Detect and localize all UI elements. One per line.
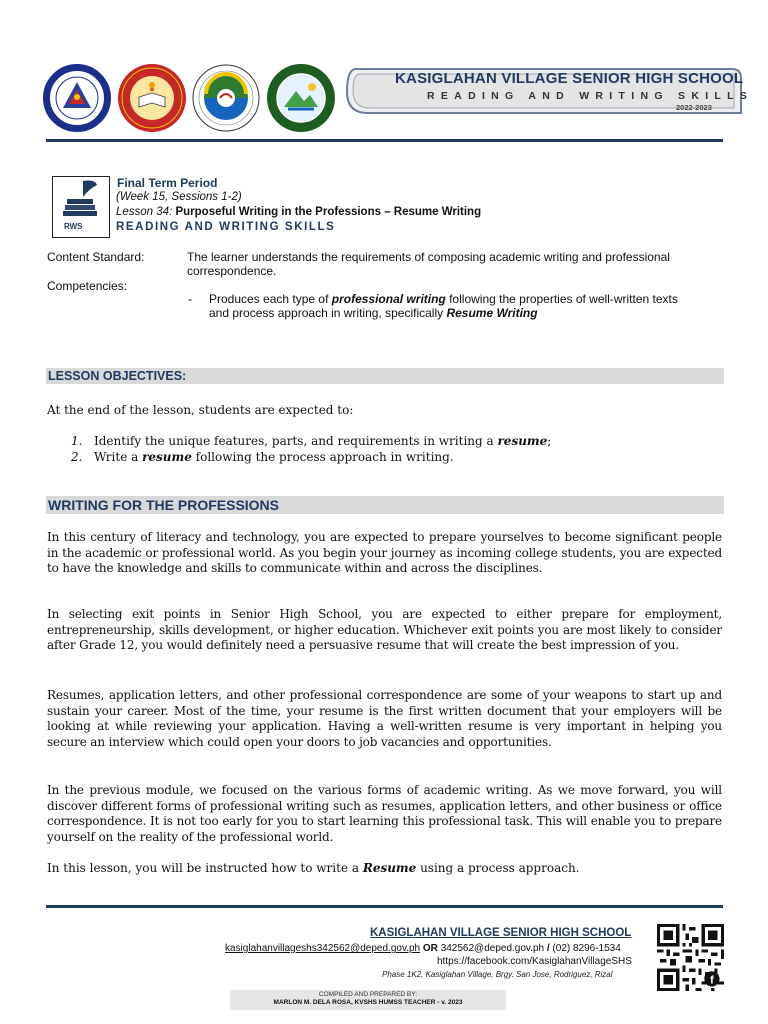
objective-text: following the process approach in writing. — [191, 450, 454, 464]
school-year: 2022-2023 — [676, 103, 712, 112]
rizal-division-seal-icon — [192, 64, 260, 132]
footer-email2: 342562@deped.gov.ph — [440, 943, 545, 954]
compiled-label: COMPILED AND PREPARED BY: — [318, 991, 418, 998]
content-standard-label: Content Standard: — [47, 250, 145, 264]
qr-code-icon — [657, 924, 724, 991]
footer-address: Phase 1K2, Kasiglahan Village, Brgy. San Jose, Rodriguez, Rizal — [382, 970, 613, 979]
writing-heading: WRITING FOR THE PROFESSIONS — [48, 497, 280, 513]
objective-emphasis: resume — [497, 434, 548, 448]
objective-emphasis: resume — [142, 450, 192, 464]
footer-facebook-link[interactable]: https://facebook.com/KasiglahanVillageSHS — [437, 956, 632, 967]
footer-email-link[interactable]: kasiglahanvillageshs342562@deped.gov.ph — [225, 943, 421, 954]
lesson-number: Lesson 34: — [116, 206, 176, 218]
kvshs-seal-icon — [266, 63, 336, 133]
footer-contact — [225, 943, 621, 954]
footer-school-name: KASIGLAHAN VILLAGE SENIOR HIGH SCHOOL — [370, 927, 632, 939]
teacher-credit: MARLON M. DELA ROSA, KVSHS HUMSS TEACHER - v. 2023 — [273, 999, 463, 1006]
deped-calabarzon-seal-icon — [117, 63, 187, 133]
subject-title: READING AND WRITING SKILLS — [116, 221, 336, 233]
footer-phone: (02) 8296-1534 — [552, 943, 621, 954]
objectives-heading-bar — [46, 368, 724, 384]
competency-emphasis: Resume Writing — [446, 306, 538, 320]
competency-part: and process approach in writing, specifically — [209, 306, 447, 320]
svg-text:f: f — [709, 974, 714, 987]
footer-divider — [46, 905, 723, 908]
objective-number: 1. — [71, 434, 83, 448]
closing-paragraph — [47, 861, 580, 875]
footer-slash: / — [544, 943, 553, 954]
objective-text: Identify the unique features, parts, and requirements in writing a — [94, 434, 498, 448]
paragraph: In this century of literacy and technology, you are expected to prepare yourselves to become significant people in the academic or professional world. As you begin your journey as incoming college students, you are expected to have the knowledge and skills to communicate within and across the disciplines. — [47, 530, 722, 576]
lesson-title: Purposeful Writing in the Professions – Resume Writing — [175, 206, 482, 218]
closing-emphasis: Resume — [362, 861, 417, 875]
objective-text: ; — [547, 434, 552, 448]
paragraph: In the previous module, we focused on the various forms of academic writing. As we move forward, you will discover different forms of professional writing such as resumes, application letters, and other business or office correspondence. It is not too early for you to start learning this professional task. This will enable you to prepare yourself on the reality of the professional world. — [47, 783, 722, 844]
objective-item — [94, 434, 551, 448]
objective-item — [94, 450, 454, 464]
header-divider — [46, 139, 723, 142]
lesson-title-line — [116, 206, 481, 218]
objectives-heading: LESSON OBJECTIVES: — [48, 369, 187, 383]
competency-emphasis: professional writing — [331, 292, 446, 306]
paragraph: In selecting exit points in Senior High School, you are expected to either prepare for employment, entrepreneurship, skills development, or higher education. Whichever exit points you are most likely to consider after Grade 12, you would definitely need a persuasive resume that will create the best impression of you. — [47, 607, 722, 653]
deped-seal-icon — [43, 64, 111, 132]
week-sessions: (Week 15, Sessions 1-2) — [116, 191, 242, 203]
objectives-intro: At the end of the lesson, students are expected to: — [47, 403, 354, 417]
closing-text: using a process approach. — [416, 861, 580, 875]
writing-heading-bar — [46, 496, 724, 514]
objective-number: 2. — [71, 450, 83, 464]
competency-text — [209, 292, 729, 320]
subject-subtitle: READING AND WRITING SKILLS — [427, 90, 754, 102]
paragraph: Resumes, application letters, and other professional correspondence are some of your weapons to start up and sustain your career. Most of the time, your resume is the first written document that your employers will be looking at while reviewing your application. Having a well-written resume is very important in helping you secure an interview which could open your doors to job vacancies and opportunities. — [47, 688, 722, 749]
content-standard-text: The learner understands the requirements of composing academic writing and professional correspondence. — [187, 250, 670, 278]
final-term-label: Final Term Period — [117, 176, 218, 190]
footer-or: OR — [420, 943, 441, 954]
competency-part: Produces each type of — [209, 292, 332, 306]
competency-bullet: - — [188, 292, 192, 306]
school-name-title: KASIGLAHAN VILLAGE SENIOR HIGH SCHOOL — [395, 70, 744, 87]
closing-text: In this lesson, you will be instructed how to write a — [47, 861, 363, 875]
objective-text: Write a — [94, 450, 143, 464]
competency-part: following the properties of well-written texts — [445, 292, 678, 306]
competencies-label: Competencies: — [47, 279, 128, 293]
rws-badge-text: RWS — [64, 222, 83, 231]
